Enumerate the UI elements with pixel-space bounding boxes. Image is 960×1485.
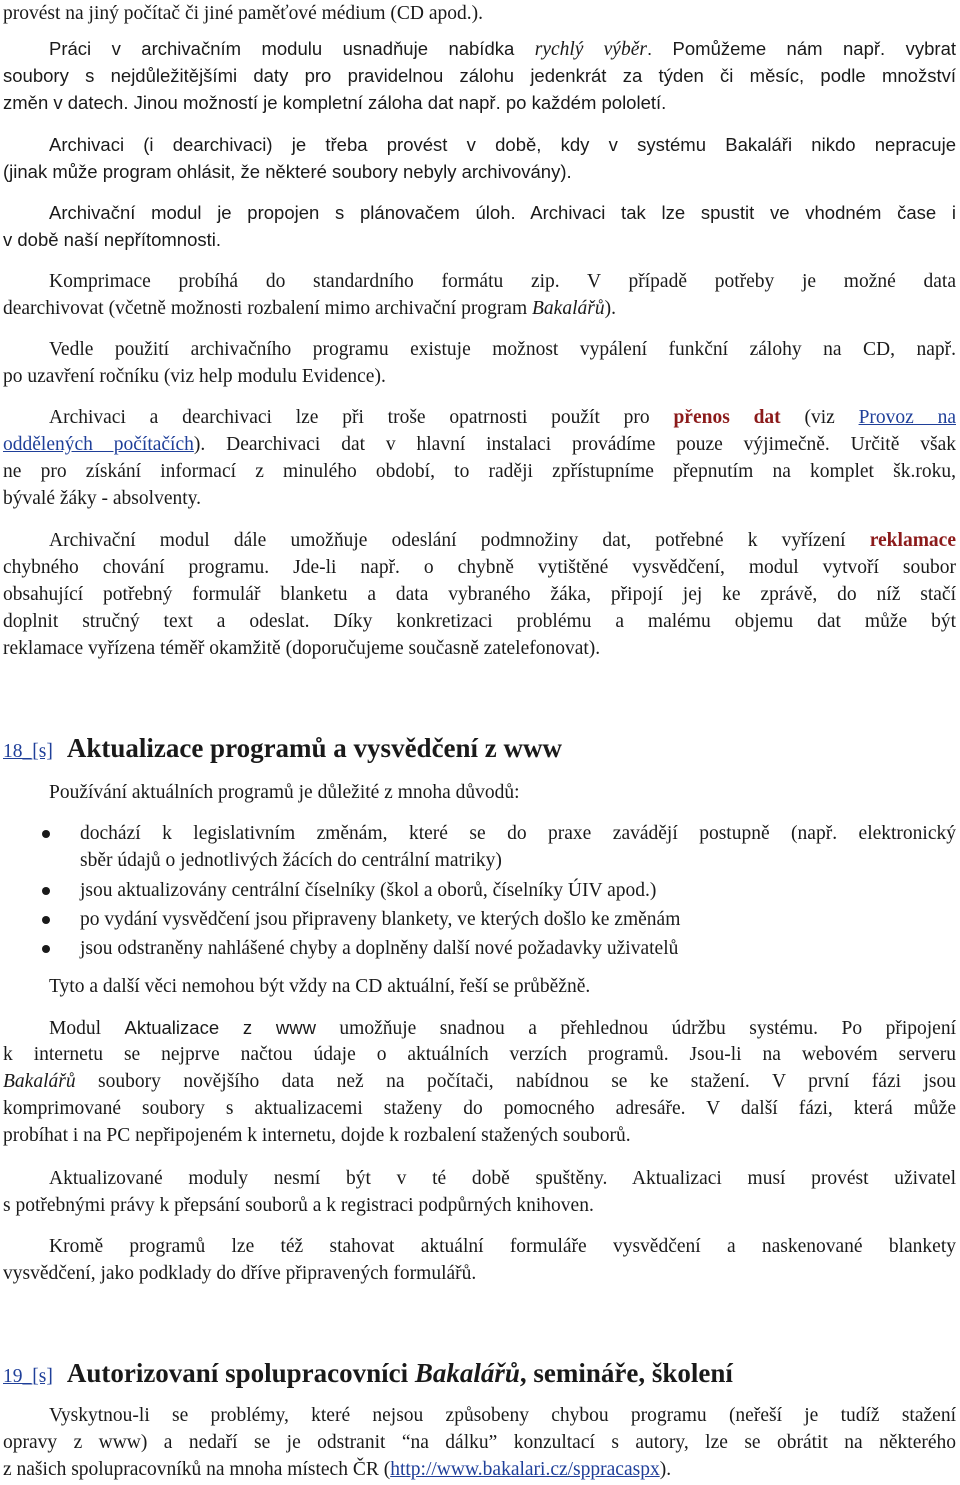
list-item: po vydání vysvědčení jsou připraveny blankety, ve kterých došlo ke změnám [80, 909, 681, 930]
section-18-heading: 18_[s] Aktualizace programů a vysvědčení z www [3, 733, 563, 763]
paragraph-line: vysvědčení, jako podklady do dříve připravených formulářů. [3, 1263, 477, 1284]
section-19-number-link[interactable]: 19_[s] [3, 1366, 53, 1387]
bullet-dot-icon [42, 945, 50, 953]
section-18-number-link[interactable]: 18_[s] [3, 741, 53, 762]
section-18-after-list: Tyto a další věci nemohou být vždy na CD aktuální, řeší se průběžně. [49, 976, 591, 997]
paragraph-line: v době naší nepřítomnosti. [3, 229, 222, 250]
paragraph-line: po uzavření ročníku (viz help modulu Evidence). [3, 366, 386, 387]
bullet-dot-icon [42, 916, 50, 924]
paragraph-line: Archivační modul je propojen s plánovačem úloh. Archivaci tak lze spustit ve vhodném čase i [49, 202, 956, 223]
paragraph-line: (jinak může program ohlásit, že některé soubory nebyly archivovány). [3, 161, 572, 182]
paragraph-line: k internetu se nejprve načtou údaje o aktuálních verzích programů. Jsou-li na webovém serveru [3, 1044, 956, 1065]
paragraph-line: obsahující potřebný formulář blanketu a data vybraného žáka, připojí jej ke zprávě, do níž stačí [3, 584, 956, 605]
paragraph-line: provést na jiný počítač či jiné paměťové médium (CD apod.). [3, 3, 483, 24]
paragraph-line: Kromě programů lze též stahovat aktuální formuláře vysvědčení a naskenované blankety [49, 1236, 956, 1257]
highlight-reklamace: reklamace [869, 530, 956, 551]
paragraph-line: Vyskytnou-li se problémy, které nejsou způsobeny chybou programu (neřeší je tudíž stažení [49, 1405, 956, 1426]
paragraph-line: z našich spolupracovníků na mnoha místech ČR (http://www.bakalari.cz/sppracaspx). [3, 1459, 672, 1480]
paragraph-line: s potřebnými právy k přepsání souborů a k registraci podpůrných knihoven. [3, 1195, 594, 1216]
list-item-continuation: sběr údajů o jednotlivých žácích do centrální matriky) [80, 850, 502, 871]
paragraph-line: ne pro získání informací z minulého období, to raději zpřístupníme přepnutím na komplet šk.roku, [3, 461, 956, 482]
paragraph-line: komprimované soubory s aktualizacemi staženy do pomocného adresáře. V další fázi, která může [3, 1098, 956, 1119]
paragraph-line: bývalé žáky - absolventy. [3, 488, 201, 509]
list-item: jsou aktualizovány centrální číselníky (škol a oborů, číselníky ÚIV apod.) [80, 880, 657, 901]
highlight-prenos-dat: přenos dat [673, 407, 781, 428]
paragraph-line: Archivační modul dále umožňuje odeslání podmnožiny dat, potřebné k vyřízení reklamace [49, 530, 956, 551]
paragraph-line: Aktualizované moduly nesmí být v té době spuštěny. Aktualizaci musí provést uživatel [49, 1168, 956, 1189]
paragraph-line: opravy z www) a nedaří se je odstranit “na dálku” konzultací s autory, lze se obrátit na některého [3, 1432, 956, 1453]
paragraph-line: probíhat i na PC nepřipojeném k internetu, dojde k rozbalení stažených souborů. [3, 1125, 631, 1146]
paragraph-line: chybného chování programu. Jde-li např. o chybně vytištěné vysvědčení, modul vytvoří soubor [3, 557, 956, 578]
paragraph-line: oddělených počítačích). Dearchivaci dat v hlavní instalaci provádíme pouze výjimečně. Určitě však [3, 434, 956, 455]
link-provoz-oddelenych-pocitacich-cont[interactable]: oddělených počítačích [3, 434, 194, 455]
list-item: dochází k legislativním změnám, které se do praxe zavádějí postupně (např. elektronický [80, 823, 956, 844]
paragraph-line: doplnit stručný text a odeslat. Díky konkretizaci problému a malému objemu dat může být [3, 611, 956, 632]
paragraph-line: Modul Aktualizace z www umožňuje snadnou a přehlednou údržbu systému. Po připojení [49, 1017, 956, 1039]
bullet-dot-icon [42, 887, 50, 895]
paragraph-line: Bakalářů soubory novějšího data než na počítači, nabídnou se ke stažení. V první fázi jsou [3, 1071, 956, 1092]
list-item: jsou odstraněny nahlášené chyby a doplněny další nové požadavky uživatelů [80, 938, 679, 959]
paragraph-line: Archivaci (i dearchivaci) je třeba provést v době, kdy v systému Bakaláři nikdo nepracuje [49, 134, 956, 155]
paragraph-line: dearchivovat (včetně možnosti rozbalení mimo archivační program Bakalářů). [3, 298, 616, 319]
paragraph-line: Archivaci a dearchivaci lze při troše opatrnosti použít pro přenos dat (viz Provoz na [49, 407, 956, 428]
link-provoz-oddelenych-pocitacich[interactable]: Provoz na [858, 407, 956, 428]
paragraph-line: Komprimace probíhá do standardního formátu zip. V případě potřeby je možné data [49, 271, 956, 292]
link-bakalari-spprac[interactable]: http://www.bakalari.cz/sppracaspx [390, 1459, 660, 1480]
paragraph-line: změn v datech. Jinou možností je kompletní záloha dat např. po každém pololetí. [3, 92, 667, 113]
section-19-heading: 19_[s] Autorizovaní spolupracovníci Bakalářů, semináře, školení [3, 1358, 733, 1388]
paragraph-line: soubory s nejdůležitějšími daty pro pravidelnou zálohu jedenkrát za týden či měsíc, podle množství [3, 65, 956, 86]
section-18-intro: Používání aktuálních programů je důležité z mnoha důvodů: [49, 782, 520, 803]
paragraph-line: Práci v archivačním modulu usnadňuje nabídka rychlý výběr. Pomůžeme nám např. vybrat [49, 38, 956, 60]
bullet-dot-icon [42, 830, 50, 838]
paragraph-line: Vedle použití archivačního programu existuje možnost vypálení funkční zálohy na CD, např. [49, 339, 956, 360]
paragraph-line: reklamace vyřízena téměř okamžitě (doporučujeme současně zatelefonovat). [3, 638, 601, 659]
